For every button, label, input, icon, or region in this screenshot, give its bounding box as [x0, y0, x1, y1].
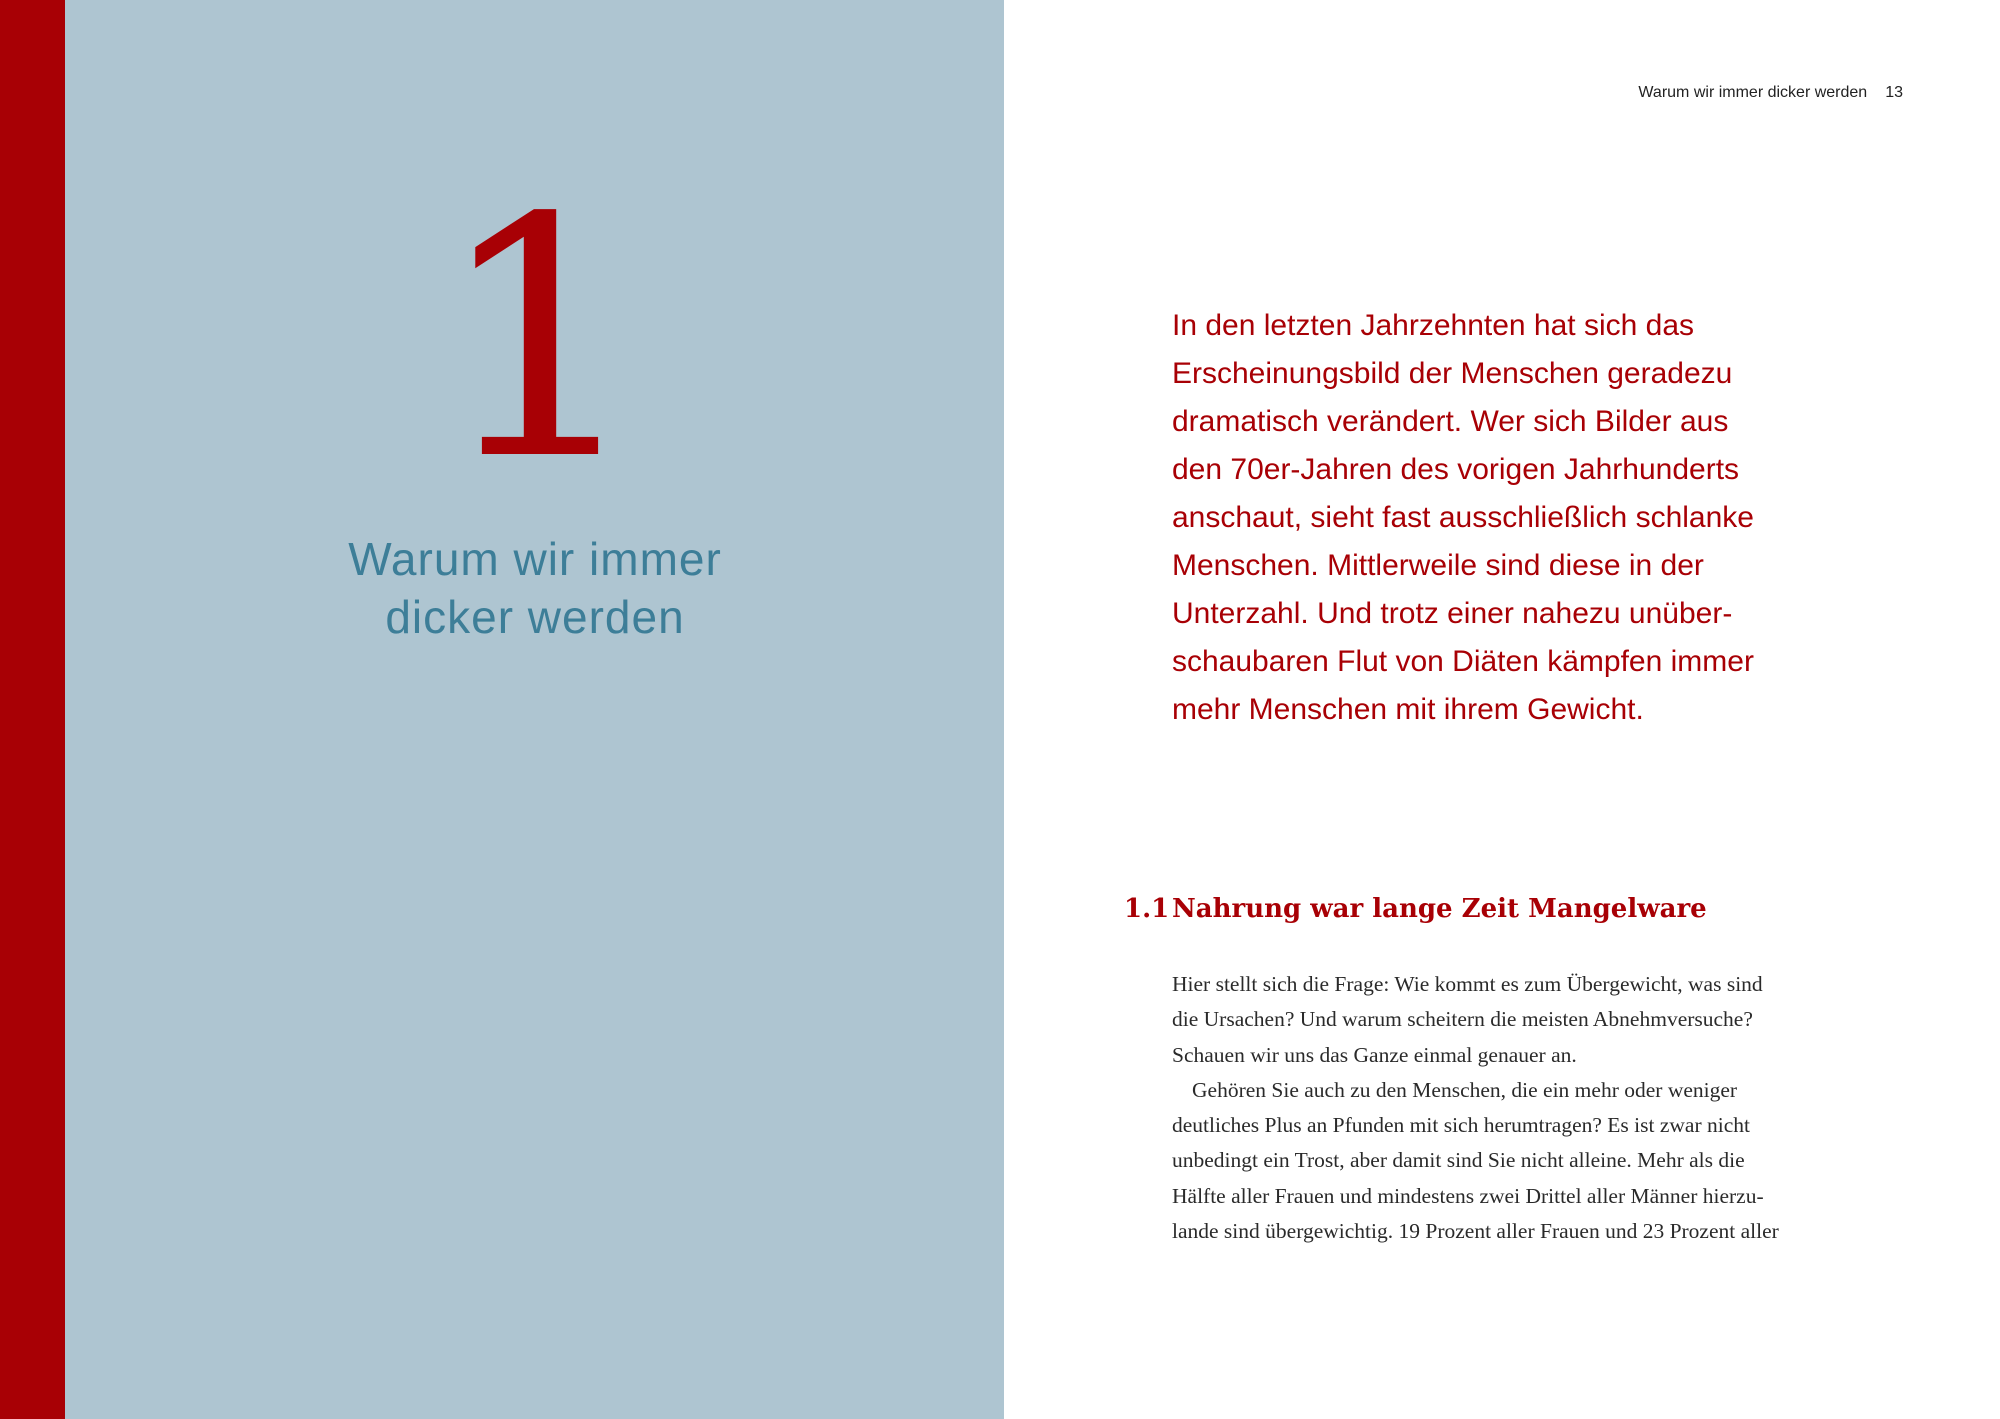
intro-line: In den letzten Jahrzehnten hat sich das [1172, 309, 1695, 342]
intro-line: den 70er-Jahren des vorigen Jahrhunderts [1172, 453, 1740, 486]
body-line: deutliches Plus an Pfunden mit sich herumtragen? Es ist zwar nicht [1172, 1113, 1750, 1138]
section-title: Nahrung war lange Zeit Mangelware [1172, 894, 1707, 924]
chapter-title [310, 530, 760, 646]
body-line: lande sind übergewichtig. 19 Prozent aller Frauen und 23 Prozent aller [1172, 1219, 1779, 1244]
intro-line: mehr Menschen mit ihrem Gewicht. [1172, 693, 1644, 726]
body-line: die Ursachen? Und warum scheitern die meisten Abnehmversuche? [1172, 1007, 1753, 1032]
running-head-title: Warum wir immer dicker werden [1638, 84, 1868, 101]
intro-line: Erscheinungsbild der Menschen geradezu [1172, 357, 1733, 390]
intro-line: anschaut, sieht fast ausschließlich schlanke [1172, 501, 1754, 534]
body-line: unbedingt ein Trost, aber damit sind Sie nicht alleine. Mehr als die [1172, 1148, 1745, 1173]
chapter-title-line: Warum wir immer [348, 533, 722, 585]
body-line: Gehören Sie auch zu den Menschen, die ein mehr oder weniger [1192, 1077, 1738, 1102]
section-number: 1.1 [1124, 894, 1170, 924]
chapter-number: 1 [435, 148, 645, 532]
body-line: Hälfte aller Frauen und mindestens zwei Drittel aller Männer hierzu- [1172, 1183, 1764, 1208]
intro-line: Menschen. Mittlerweile sind diese in der [1172, 549, 1704, 582]
body-line: Schauen wir uns das Ganze einmal genauer an. [1172, 1042, 1577, 1067]
body-line: Hier stellt sich die Frage: Wie kommt es zum Übergewicht, was sind [1172, 972, 1763, 996]
page-number: 13 [1885, 84, 1903, 101]
red-edge-stripe [0, 0, 65, 1419]
intro-paragraph [1172, 302, 1812, 734]
running-head [1638, 84, 1903, 102]
intro-line: dramatisch verändert. Wer sich Bilder aus [1172, 405, 1729, 438]
chapter-title-line: dicker werden [385, 591, 685, 643]
intro-line: Unterzahl. Und trotz einer nahezu unüber- [1172, 597, 1733, 630]
section-heading [1124, 894, 1707, 924]
body-text [1172, 967, 1840, 1249]
intro-line: schaubaren Flut von Diäten kämpfen immer [1172, 645, 1754, 678]
